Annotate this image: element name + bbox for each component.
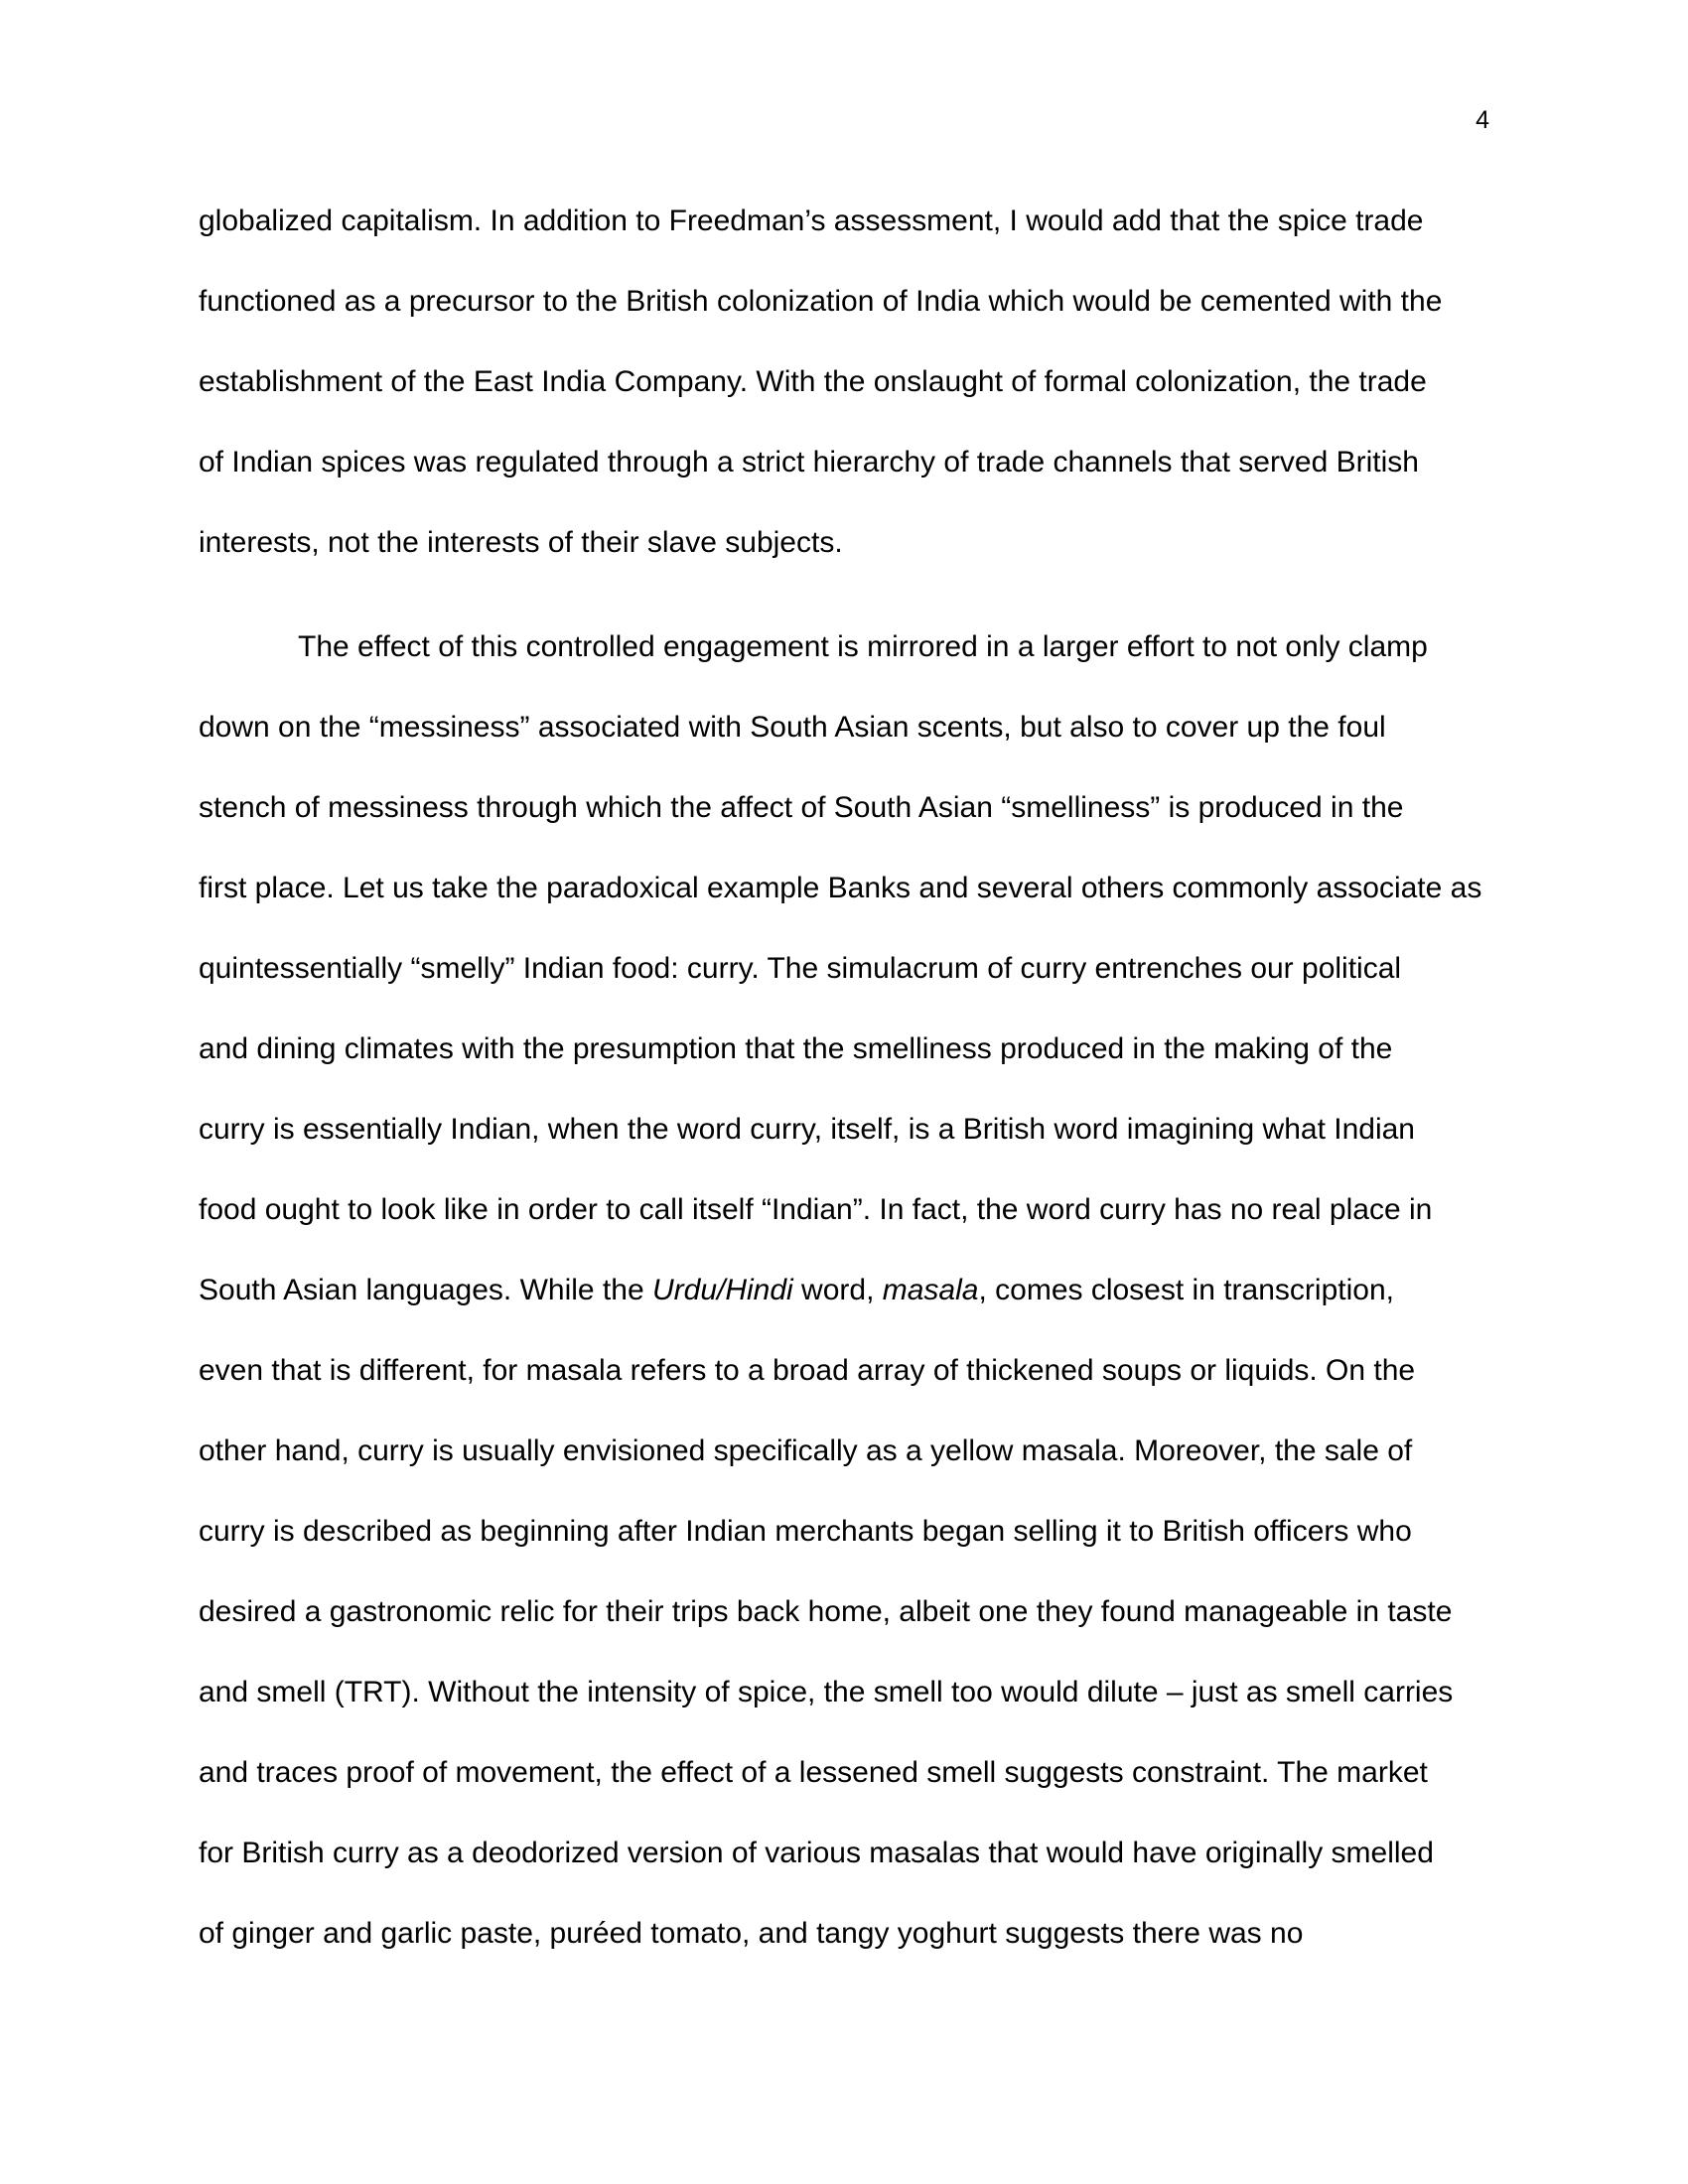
text-line	[199, 1089, 1489, 1169]
text-run: The effect of this controlled engagement is mirrored in a larger effort to not only clamp	[298, 630, 1428, 663]
text-run: for British curry as a deodorized version of various masalas that would have originally smelled	[199, 1837, 1434, 1869]
text-run: globalized capitalism. In addition to Freedman’s assessment, I would add that the spice trade	[199, 205, 1424, 237]
text-run: down on the “messiness” associated with South Asian scents, but also to cover up the foul	[199, 711, 1386, 744]
paragraph	[199, 607, 1489, 1974]
text-line	[199, 1411, 1489, 1491]
text-run: establishment of the East India Company. With the onslaught of formal colonization, the trade	[199, 365, 1427, 398]
text-run: of Indian spices was regulated through a strict hierarchy of trade channels that served British	[199, 446, 1419, 478]
text-line	[199, 181, 1489, 261]
text-line	[199, 341, 1489, 422]
text-run: desired a gastronomic relic for their trips back home, albeit one they found manageable in taste	[199, 1595, 1453, 1628]
text-run: even that is different, for masala refers to a broad array of thickened soups or liquids. On the	[199, 1354, 1416, 1387]
text-line	[199, 1491, 1489, 1571]
text-run: and smell (TRT). Without the intensity of spice, the smell too would dilute – just as smell carries	[199, 1676, 1454, 1708]
text-line	[199, 1250, 1489, 1330]
text-run: curry is essentially Indian, when the word curry, itself, is a British word imagining what Indian	[199, 1113, 1415, 1146]
text-run: other hand, curry is usually envisioned specifically as a yellow masala. Moreover, the sale of	[199, 1434, 1413, 1467]
text-run: first place. Let us take the paradoxical example Banks and several others commonly associate as	[199, 872, 1482, 904]
text-line	[199, 1813, 1489, 1893]
italic-text: masala	[882, 1274, 979, 1306]
text-run: and traces proof of movement, the effect of a lessened smell suggests constraint. The market	[199, 1756, 1428, 1789]
text-run: word,	[792, 1274, 883, 1306]
text-run: interests, not the interests of their slave subjects.	[199, 526, 843, 559]
page-number: 4	[1476, 106, 1489, 134]
text-line	[199, 502, 1489, 583]
text-line	[199, 1571, 1489, 1652]
text-run: functioned as a precursor to the British colonization of India which would be cemented with the	[199, 285, 1443, 318]
text-line	[199, 422, 1489, 502]
text-line	[199, 1732, 1489, 1813]
text-run: food ought to look like in order to call itself “Indian”. In fact, the word curry has no real place in	[199, 1193, 1433, 1226]
text-line	[199, 848, 1489, 928]
text-line	[199, 1330, 1489, 1411]
text-run: stench of messiness through which the affect of South Asian “smelliness” is produced in the	[199, 791, 1404, 824]
text-line	[199, 1652, 1489, 1732]
italic-text: Urdu/Hindi	[651, 1274, 793, 1306]
paragraph	[199, 181, 1489, 583]
text-line	[199, 607, 1489, 687]
text-line	[199, 928, 1489, 1009]
text-run: and dining climates with the presumption that the smelliness produced in the making of the	[199, 1032, 1393, 1065]
text-run: South Asian languages. While the	[199, 1274, 652, 1306]
text-line	[199, 1893, 1489, 1974]
text-line	[199, 1169, 1489, 1250]
text-run: curry is described as beginning after Indian merchants began selling it to British officers who	[199, 1515, 1412, 1548]
text-run: quintessentially “smelly” Indian food: curry. The simulacrum of curry entrenches our political	[199, 952, 1402, 985]
text-line	[199, 767, 1489, 848]
text-line	[199, 261, 1489, 341]
text-line	[199, 687, 1489, 767]
text-run: , comes closest in transcription,	[978, 1274, 1394, 1306]
text-line	[199, 1009, 1489, 1089]
text-run: of ginger and garlic paste, puréed tomato, and tangy yoghurt suggests there was no	[199, 1917, 1304, 1950]
